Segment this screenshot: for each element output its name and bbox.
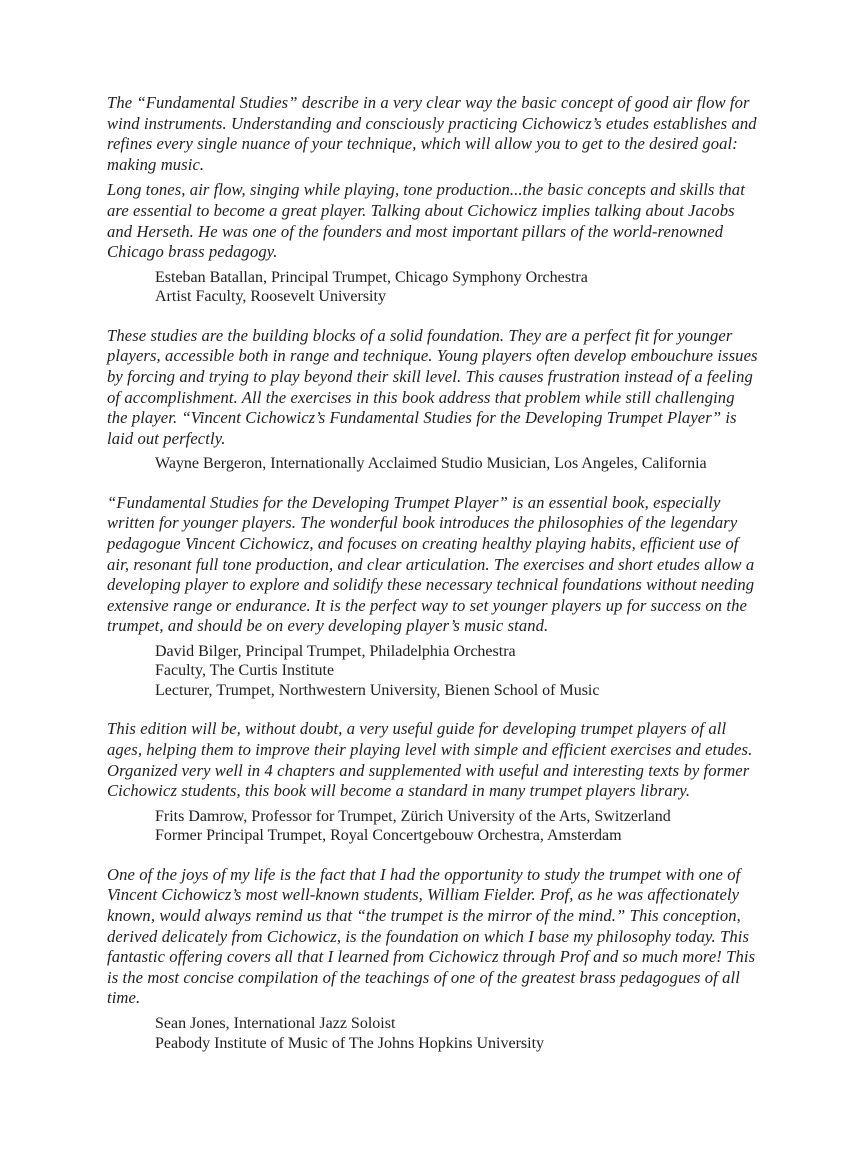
testimonial-paragraph: One of the joys of my life is the fact that I had the opportunity to study the trumpet with one of Vincent Cichowicz’s most well-known students, William Fielder. Prof, as he was affectionately known, would always remind us that “the trumpet is the mirror of the mind.” This conception, derived delicately from Cichowicz, is the foundation on which I base my philosophy today. This fantastic offering covers all that I learned from Cichowicz through Prof and so much more! This is the most concise compilation of the teachings of one of the greatest brass pedagogues of all time.	[107, 864, 756, 1008]
attribution-group	[107, 268, 759, 307]
attribution-group	[107, 1014, 759, 1053]
attribution-line: Faculty, The Curtis Institute	[155, 662, 335, 680]
attribution-line: Former Principal Trumpet, Royal Concertgebouw Orchestra, Amsterdam	[155, 827, 622, 845]
testimonial-paragraph: This edition will be, without doubt, a very useful guide for developing trumpet players of all ages, helping them to improve their playing level with simple and efficient exercises and etudes. Organized very well in 4 chapters and supplemented with useful and interesting texts by former Cichowicz students, this book will become a standard in many trumpet players library.	[107, 719, 753, 801]
attribution-line: David Bilger, Principal Trumpet, Philadelphia Orchestra	[155, 642, 516, 660]
testimonial-frits-damrow	[107, 719, 759, 845]
attribution-line: Wayne Bergeron, Internationally Acclaimed Studio Musician, Los Angeles, California	[155, 455, 707, 473]
testimonial-paragraph: Long tones, air flow, singing while playing, tone production...the basic concepts and skills that are essential to become a great player. Talking about Cichowicz implies talking about Jacobs and Herseth. He was one of the founders and most important pillars of the world-renowned Chicago brass pedagogy.	[107, 180, 745, 262]
attribution-line: Esteban Batallan, Principal Trumpet, Chicago Symphony Orchestra	[155, 268, 588, 286]
attribution-group	[107, 642, 759, 701]
attribution-group	[107, 454, 759, 474]
testimonial-david-bilger	[107, 493, 759, 701]
testimonial-sean-jones	[107, 865, 759, 1053]
testimonial-paragraph: These studies are the building blocks of a solid foundation. They are a perfect fit for younger players, accessible both in range and technique. Young players often develop embouchure issues by forcing and trying to play beyond their skill level. This causes frustration instead of a feeling of accomplishment. All the exercises in this book address that problem while still challenging the player. “Vincent Cichowicz’s Fundamental Studies for the Developing Trumpet Player” is laid out perfectly.	[107, 325, 758, 448]
attribution-line: Lecturer, Trumpet, Northwestern University, Bienen School of Music	[155, 681, 600, 699]
attribution-line: Sean Jones, International Jazz Soloist	[155, 1015, 396, 1032]
testimonial-paragraph: The “Fundamental Studies” describe in a very clear way the basic concept of good air flow for wind instruments. Understanding and consciously practicing Cichowicz’s etudes establishes and refines every single nuance of your technique, which will allow you to get to the desired goal: making music.	[107, 93, 757, 174]
testimonial-wayne-bergeron	[107, 326, 759, 474]
testimonial-paragraph: “Fundamental Studies for the Developing Trumpet Player” is an essential book, especially written for younger players. The wonderful book introduces the philosophies of the legendary pedagogue Vincent Cichowicz, and focuses on creating healthy playing habits, efficient use of air, resonant full tone production, and clear articulation. The exercises and short etudes allow a developing player to explore and solidify these necessary technical foundations without needing extensive range or endurance. It is the perfect way to set younger players up for success on the trumpet, and should be on every developing player’s music stand.	[107, 492, 755, 636]
testimonial-esteban-batallan	[107, 93, 759, 307]
attribution-group	[107, 807, 759, 846]
attribution-line: Artist Faculty, Roosevelt University	[155, 288, 386, 306]
attribution-line: Frits Damrow, Professor for Trumpet, Zürich University of the Arts, Switzerland	[155, 807, 671, 825]
attribution-line: Peabody Institute of Music of The Johns Hopkins University	[155, 1034, 545, 1052]
